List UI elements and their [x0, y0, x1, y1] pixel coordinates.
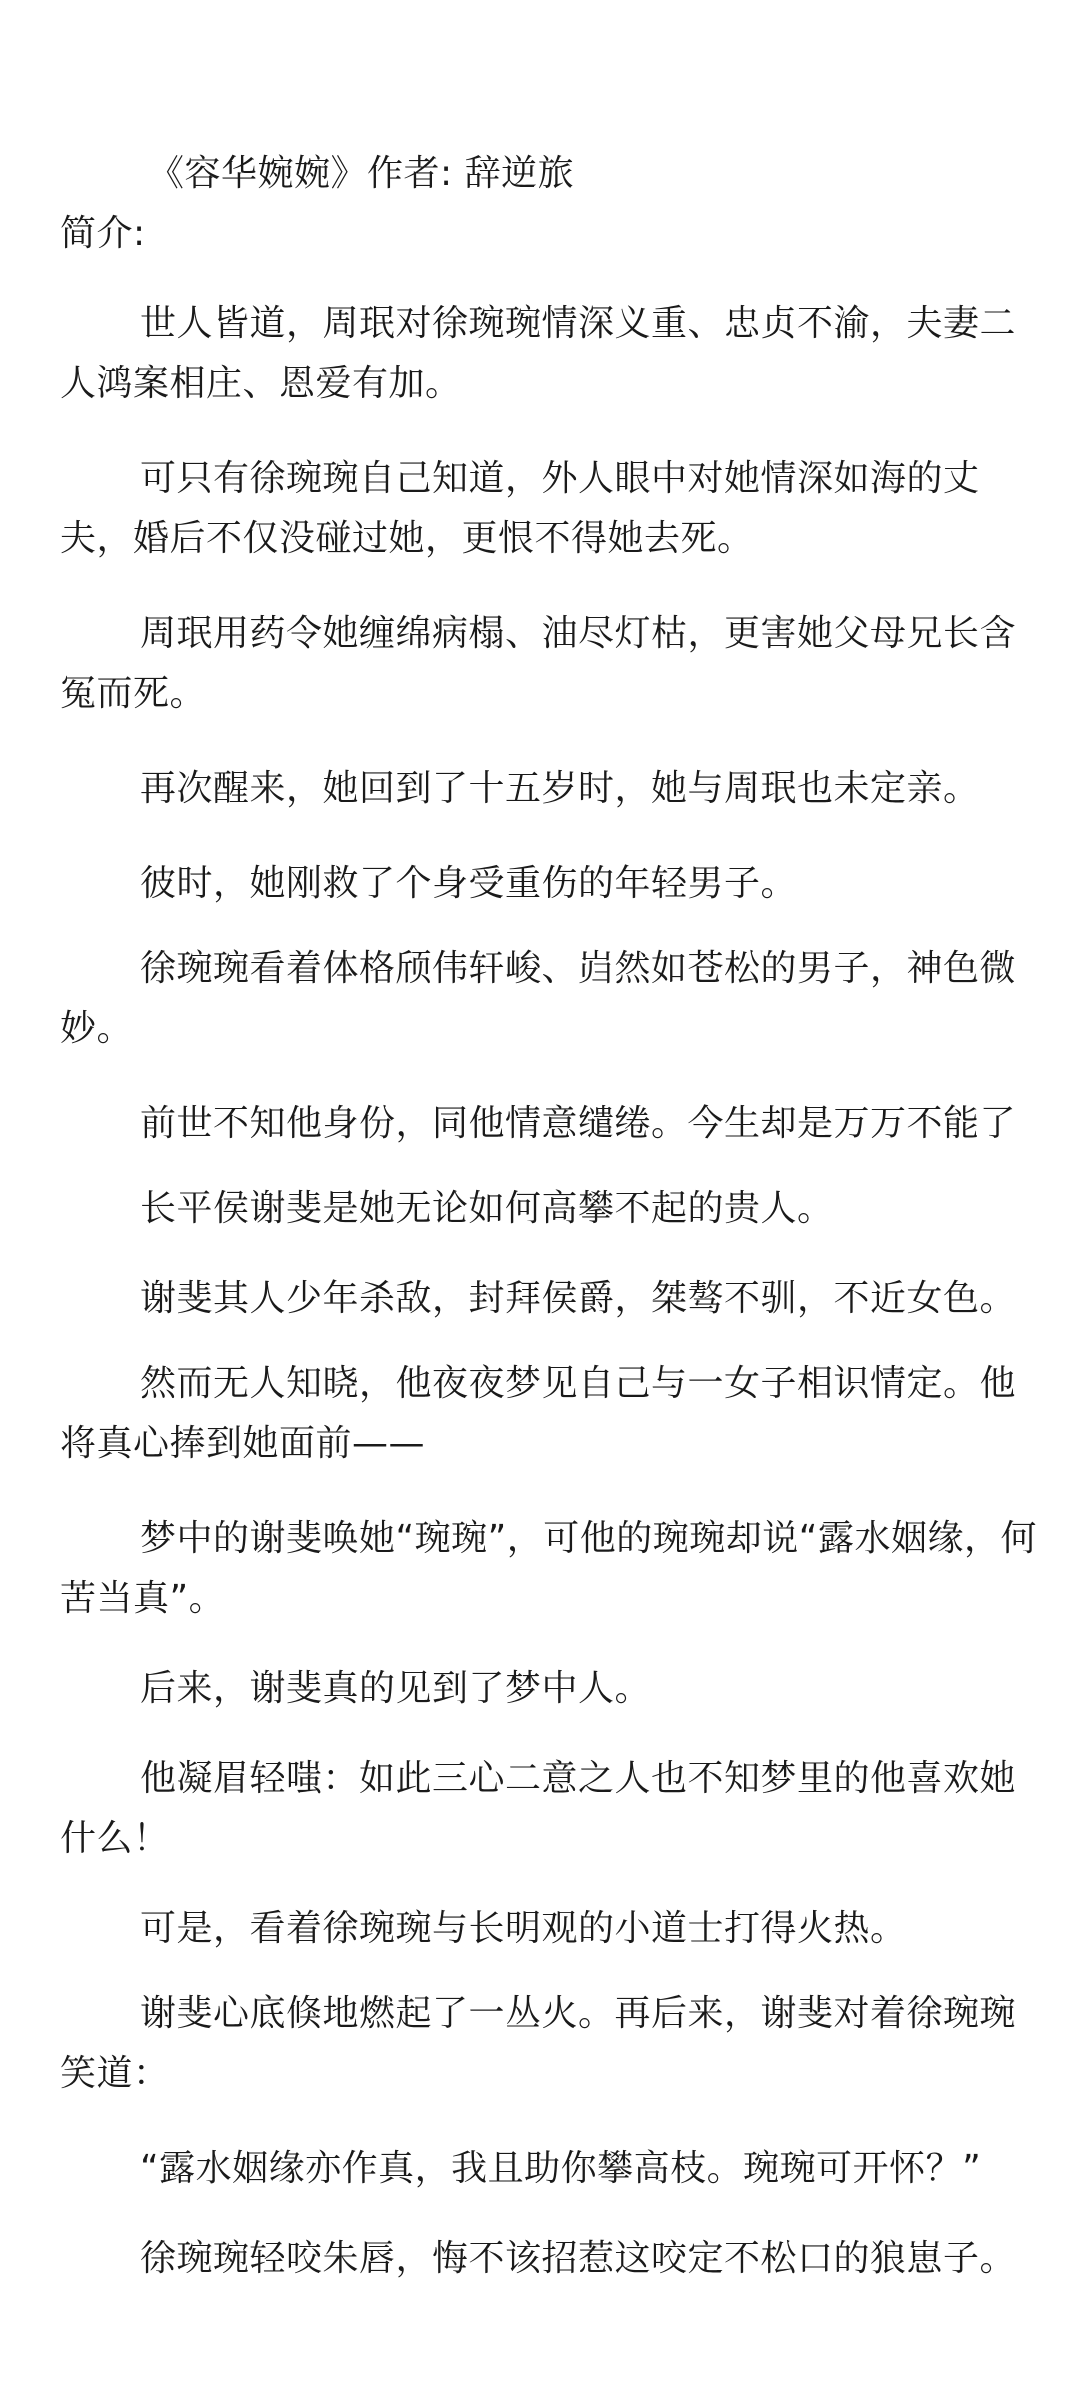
paragraph-line: 然而无人知晓，他夜夜梦见自己与一女子相识情定。他: [140, 1363, 1017, 1404]
paragraph-line: 可只有徐琬琬自己知道，外人眼中对她情深如海的丈: [140, 458, 980, 499]
paragraph-line: 徐琬琬看着体格颀伟轩峻、岿然如苍松的男子，神色微: [140, 948, 1017, 989]
paragraph-line: 苦当真”。: [60, 1578, 226, 1619]
paragraph-line: 冤而死。: [60, 673, 207, 714]
paragraph-line: 可是，看着徐琬琬与长明观的小道士打得火热。: [140, 1908, 907, 1949]
paragraph-line: 后来，谢斐真的见到了梦中人。: [140, 1668, 652, 1709]
paragraph-line: 再次醒来，她回到了十五岁时，她与周珉也未定亲。: [140, 768, 980, 809]
paragraph-line: 前世不知他身份，同他情意缱绻。今生却是万万不能了: [140, 1103, 1017, 1144]
paragraph-line: 徐琬琬轻咬朱唇，悔不该招惹这咬定不松口的狼崽子。: [140, 2238, 1017, 2279]
intro-label: 简介:: [60, 213, 146, 254]
paragraph-line: “露水姻缘亦作真，我且助你攀高枝。琬琬可开怀？”: [140, 2148, 982, 2189]
paragraph-line: 人鸿案相庄、恩爱有加。: [60, 363, 462, 404]
paragraph-line: 梦中的谢斐唤她“琬琬”，可他的琬琬却说“露水姻缘，何: [140, 1518, 1037, 1559]
paragraph-line: 周珉用药令她缠绵病榻、油尽灯枯，更害她父母兄长含: [140, 613, 1017, 654]
book-title: 《容华婉婉》作者: 辞逆旅: [148, 153, 575, 194]
paragraph-line: 世人皆道，周珉对徐琬琬情深义重、忠贞不渝，夫妻二: [140, 303, 1017, 344]
paragraph-line: 彼时，她刚救了个身受重伤的年轻男子。: [140, 863, 798, 904]
paragraph-line: 什么！: [60, 1818, 170, 1859]
paragraph-line: 长平侯谢斐是她无论如何高攀不起的贵人。: [140, 1188, 834, 1229]
paragraph-line: 夫，婚后不仅没碰过她，更恨不得她去死。: [60, 518, 754, 559]
paragraph-line: 笑道：: [60, 2053, 170, 2094]
paragraph-line: 他凝眉轻嗤：如此三心二意之人也不知梦里的他喜欢她: [140, 1758, 1017, 1799]
paragraph-line: 谢斐心底倏地燃起了一丛火。再后来，谢斐对着徐琬琬: [140, 1993, 1017, 2034]
paragraph-line: 谢斐其人少年杀敌，封拜侯爵，桀骜不驯，不近女色。: [140, 1278, 1017, 1319]
paragraph-line: 妙。: [60, 1008, 134, 1049]
paragraph-line: 将真心捧到她面前——: [60, 1423, 426, 1464]
